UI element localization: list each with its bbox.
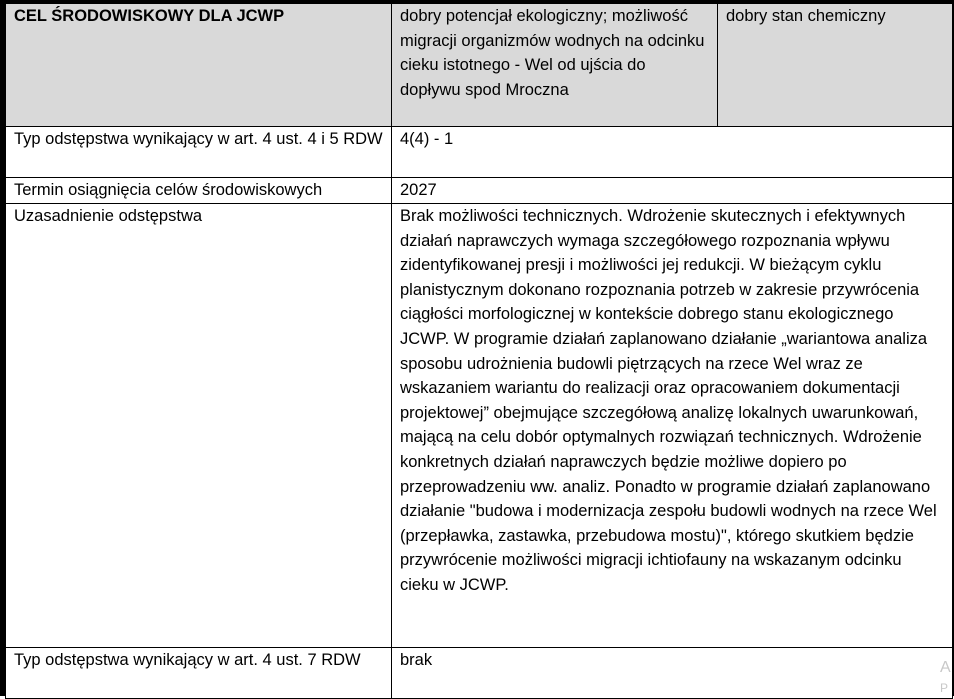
ecological-goal-cell xyxy=(392,4,718,127)
row-label-cell xyxy=(6,648,392,699)
header-label: CEL ŚRODOWISKOWY DLA JCWP xyxy=(14,7,285,25)
chemical-goal-cell xyxy=(718,4,953,127)
row-label-cell xyxy=(6,127,392,178)
row-label: Typ odstępstwa wynikający w art. 4 ust. 4 i 5 RDW xyxy=(14,130,383,148)
table-row xyxy=(6,127,953,178)
row-value-cell xyxy=(392,127,953,178)
water-body-goal-table xyxy=(5,3,953,699)
row-value-cell xyxy=(392,178,953,204)
row-label: Termin osiągnięcia celów środowiskowych xyxy=(14,181,323,199)
header-label-cell xyxy=(6,4,392,127)
table-row xyxy=(6,648,953,699)
ecological-goal-text: dobry potencjał ekologiczny; możliwość migracji organizmów wodnych na odcinku cieku istotnego - Wel od ujścia do dopływu spod Mroczna xyxy=(400,7,705,99)
row-label-cell xyxy=(6,178,392,204)
chemical-goal-text: dobry stan chemiczny xyxy=(726,7,886,25)
row-label: Typ odstępstwa wynikający w art. 4 ust. 7 RDW xyxy=(14,651,361,669)
table-header-row xyxy=(6,4,953,127)
row-value-cell xyxy=(392,204,953,648)
row-value: 2027 xyxy=(400,181,437,199)
table-row xyxy=(6,204,953,648)
row-value: brak xyxy=(400,651,433,669)
overlay-char-p: P xyxy=(940,681,949,695)
row-label: Uzasadnienie odstępstwa xyxy=(14,207,203,225)
row-label-cell xyxy=(6,204,392,648)
row-value: 4(4) - 1 xyxy=(400,130,454,148)
table-row xyxy=(6,178,953,204)
row-value-cell xyxy=(392,648,953,699)
overlay-char-a: A xyxy=(940,659,951,676)
justification-text: Brak możliwości technicznych. Wdrożenie skutecznych i efektywnych działań naprawczych wymaga szczegółowego rozpoznania wpływu zidentyfikowanej presji i możliwości jej redukcji. W bieżącym cyklu planistycznym dokonano rozpoznania potrzeb w zakresie przywrócenia ciągłości morfologicznej w kontekście dobrego stanu ekologicznego JCWP. W programie działań zaplanowano działanie „wariantowa analiza sposobu udrożnienia budowli piętrzących na rzece Wel wraz ze wskazaniem wariantu do realizacji oraz opracowaniem dokumentacji projektowej” obejmujące szczegółową analizę lokalnych uwarunkowań, mającą na celu dobór optymalnych rozwiązań technicznych. Wdrożenie konkretnych działań naprawczych będzie możliwe dopiero po przeprowadzeniu ww. analiz. Ponadto w programie działań zaplanowano działanie "budowa i modernizacja zespołu budowli wodnych na rzece Wel (przepławka, zastawka, przebudowa mostu)", którego skutkiem będzie przywrócenie możliwości migracji ichtiofauny na wskazanym odcinku cieku w JCWP. xyxy=(400,207,937,594)
